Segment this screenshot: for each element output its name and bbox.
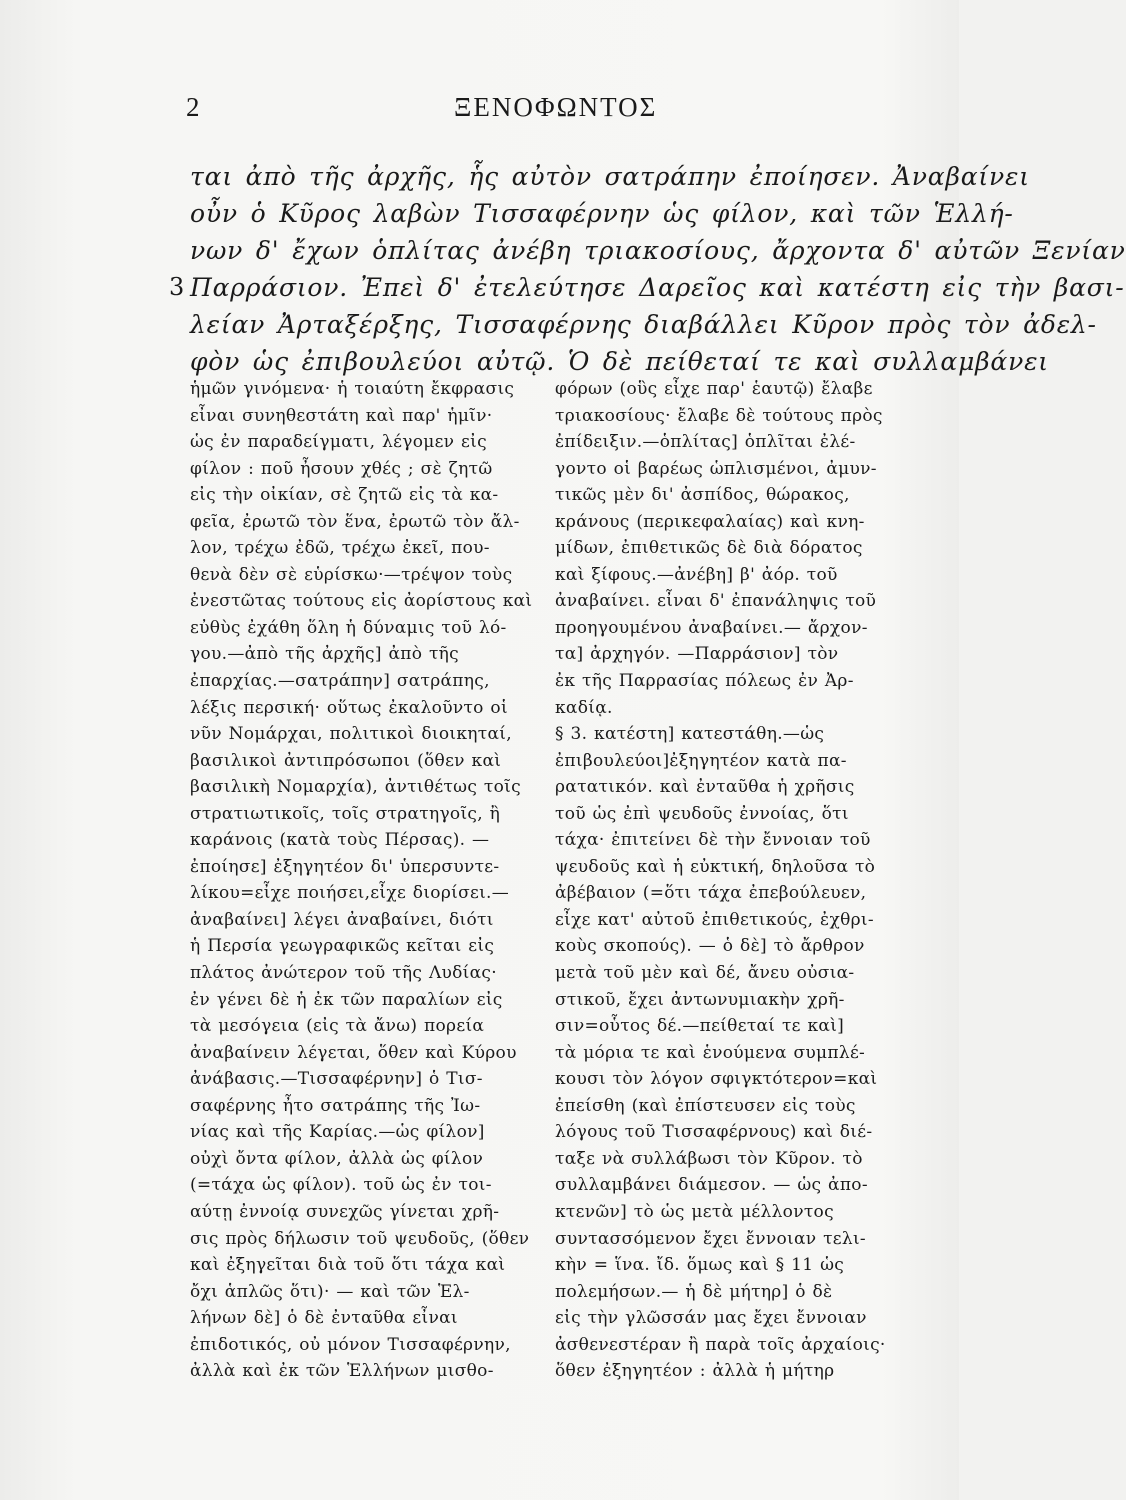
commentary-right-column [555,376,912,1385]
commentary-line: προηγουμένου ἀναβαίνει.— ἄρχον- [555,617,868,638]
commentary-line: θενὰ δὲν σὲ εὑρίσκω·—τρέψον τοὺς [190,564,513,585]
commentary-line: λον, τρέχω ἐδῶ, τρέχω ἐκεῖ, που- [190,538,490,559]
commentary-line: ἡμῶν γινόμενα· ἡ τοιαύτη ἔκφρασις [190,379,515,399]
commentary-line: ρατατικόν. καὶ ἐνταῦθα ἡ χρῆσις [555,777,855,798]
commentary-line: τὰ μόρια τε καὶ ἑνούμενα συμπλέ- [555,1042,866,1063]
section-number: 3 [169,273,186,301]
commentary-line: ἀναβαίνειν λέγεται, ὅθεν καὶ Κύρου [190,1042,517,1063]
commentary-line: πολεμήσων.— ἡ δὲ μήτηρ] ὁ δὲ [555,1281,833,1302]
commentary-line: φίλον : ποῦ ἦσουν χθές ; σὲ ζητῶ [190,458,493,479]
commentary-line: εὐθὺς ἐχάθη ὅλη ἡ δύναμις τοῦ λό- [190,617,507,638]
main-text-line: οὖν ὁ Κῦρος λαβὼν Τισσαφέρνην ὡς φίλον, καὶ τῶν Ἑλλή- [190,199,1014,228]
commentary-line: αύτῃ ἐννοίᾳ συνεχῶς γίνεται χρῆ- [190,1201,500,1222]
commentary-line: ἀβέβαιον (=ὅτι τάχα ἐπεβούλευεν, [555,883,867,904]
commentary-line: ὄχι ἁπλῶς ὅτι)· — καὶ τῶν Ἑλ- [190,1281,470,1302]
commentary-line: ἀνάβασις.—Τισσαφέρνην] ὁ Τισ- [190,1069,483,1090]
main-text-line: λείαν Ἀρταξέρξης, Τισσαφέρνης διαβάλλει Κῦρον πρὸς τὸν ἀδελ- [190,310,1097,339]
commentary-line: σιν=οὗτος δέ.—πείθεταί τε καὶ] [555,1016,845,1037]
main-text-line-content: Παρράσιον. Ἐπεὶ δ' ἐτελεύτησε Δαρεῖος καὶ κατέστη εἰς τὴν βασι- [190,273,1125,302]
main-text-line: φὸν ὡς ἐπιβουλεύοι αὐτῷ. Ὁ δὲ πείθεταί τε καὶ συλλαμβάνει [190,347,1049,376]
commentary-line: κράνους (περικεφαλαίας) καὶ κνη- [555,511,865,532]
commentary-line: ἐπίδειξιν.—ὁπλίτας] ὁπλῖται ἐλέ- [555,432,856,453]
commentary-line: σαφέρνης ἦτο σατράπης τῆς Ἰω- [190,1095,481,1116]
commentary-line: (=τάχα ὡς φίλον). τοῦ ὡς ἐν τοι- [190,1175,492,1196]
commentary-line: εἶναι συνηθεστάτη καὶ παρ' ἡμῖν· [190,405,493,426]
commentary-line: συντασσόμενον ἔχει ἔννοιαν τελι- [555,1228,866,1249]
main-text-line [169,269,1125,306]
commentary-line: βασιλικὴ Νομαρχία), ἀντιθέτως τοῖς [190,777,521,798]
commentary-line: στρατιωτικοῖς, τοῖς στρατηγοῖς, ἢ [190,803,501,824]
commentary-line: ἐποίησε] ἐξηγητέον δι' ὑπερσυντε- [190,856,500,877]
commentary-line: μετὰ τοῦ μὲν καὶ δέ, ἄνευ οὐσια- [555,963,855,984]
commentary-line: τὰ μεσόγεια (εἰς τὰ ἄνω) πορεία [190,1016,485,1037]
commentary-line: τικῶς μὲν δι' ἀσπίδος, θώρακος, [555,485,850,506]
commentary-line: γου.—ἀπὸ τῆς ἀρχῆς] ἀπὸ τῆς [190,644,459,665]
page-number: 2 [186,92,200,122]
commentary-line: ἀσθενεστέραν ἢ παρὰ τοῖς ἀρχαίοις· [555,1334,886,1355]
commentary-line: εἰς τὴν οἰκίαν, σὲ ζητῶ εἰς τὰ κα- [190,485,499,506]
commentary-line: κουσι τὸν λόγον σφιγκτότερον=καὶ [555,1069,878,1090]
commentary-line: ἡ Περσία γεωγραφικῶς κεῖται εἰς [190,936,495,957]
commentary-line: ἐν γένει δὲ ἡ ἐκ τῶν παραλίων εἰς [190,989,503,1010]
commentary-line: τάχα· ἐπιτείνει δὲ τὴν ἔννοιαν τοῦ [555,830,871,851]
commentary-line: ὡς ἐν παραδείγματι, λέγομεν εἰς [190,432,487,453]
page-header [186,92,899,132]
commentary-line: σις πρὸς δήλωσιν τοῦ ψευδοῦς, (ὅθεν [190,1228,530,1249]
commentary-line: λέξις περσική· οὕτως ἐκαλοῦντο οἱ [190,697,508,718]
main-text-line: ται ἀπὸ τῆς ἀρχῆς, ἧς αὐτὸν σατράπην ἐποίησεν. Ἀναβαίνει [190,162,1030,191]
main-text-line: νων δ' ἔχων ὁπλίτας ἀνέβη τριακοσίους, ἄρχοντα δ' αὐτῶν Ξενίαν [190,236,1126,265]
commentary-line: κοὺς σκοπούς). — ὁ δὲ] τὸ ἄρθρον [555,936,865,957]
running-title: ΞΕΝΟΦΩΝΤΟΣ [454,92,658,122]
commentary-line: νῦν Νομάρχαι, πολιτικοὶ διοικηταί, [190,724,512,745]
commentary-line: καδίᾳ. [555,697,613,718]
commentary-line: λήνων δὲ] ὁ δὲ ἐνταῦθα εἶναι [190,1308,458,1329]
commentary-line: πλάτος ἀνώτερον τοῦ τῆς Λυδίας· [190,963,497,984]
commentary-line: ἐκ τῆς Παρρασίας πόλεως ἐν Ἀρ- [555,671,854,692]
commentary-line: ἐνεστῶτας τούτους εἰς ἀορίστους καὶ [190,591,533,612]
commentary-line: καράνοις (κατὰ τοὺς Πέρσας). — [190,830,490,851]
commentary-line: τριακοσίους· ἔλαβε δὲ τούτους πρὸς [555,405,883,426]
commentary-line: καὶ ξίφους.—ἀνέβη] β' ἀόρ. τοῦ [555,564,838,585]
commentary-left-column [190,376,546,1385]
commentary-line: τοῦ ὡς ἐπὶ ψευδοῦς ἐννοίας, ὅτι [555,803,849,824]
commentary-line: κτενῶν] τὸ ὡς μετὰ μέλλοντος [555,1201,834,1222]
commentary-line: συλλαμβάνει διάμεσον. — ὡς ἀπο- [555,1175,868,1196]
commentary-line: νίας καὶ τῆς Καρίας.—ὡς φίλον] [190,1122,485,1143]
commentary-line: γοντο οἱ βαρέως ὡπλισμένοι, ἀμυν- [555,458,877,479]
commentary-line: εἰς τὴν γλῶσσάν μας ἔχει ἔννοιαν [555,1308,867,1329]
commentary-line: ἀλλὰ καὶ ἐκ τῶν Ἑλλήνων μισθο- [190,1361,494,1382]
main-text [169,158,1126,380]
commentary-line: § 3. κατέστη] κατεστάθη.—ὡς [555,724,825,745]
commentary-line: λίκου=εἶχε ποιήσει,εἶχε διορίσει.— [190,883,510,904]
commentary-line: ἀναβαίνει. εἶναι δ' ἐπανάληψις τοῦ [555,591,877,612]
commentary-line: ἀναβαίνει] λέγει ἀναβαίνει, διότι [190,909,494,930]
commentary-line: ταξε νὰ συλλάβωσι τὸν Κῦρον. τὸ [555,1148,863,1169]
commentary [190,376,912,1456]
commentary-line: βασιλικοὶ ἀντιπρόσωποι (ὅθεν καὶ [190,750,502,771]
commentary-line: ψευδοῦς καὶ ἡ εὐκτική, δηλοῦσα τὸ [555,856,876,877]
commentary-line: ἐπαρχίας.—σατράπην] σατράπης, [190,671,490,692]
commentary-line: λόγους τοῦ Τισσαφέρνους) καὶ διέ- [555,1122,873,1143]
commentary-line: ὅθεν ἐξηγητέον : ἀλλὰ ἡ μήτηρ [555,1361,835,1382]
commentary-line: στικοῦ, ἔχει ἀντωνυμιακὴν χρῆ- [555,989,845,1010]
commentary-line: φόρων (οὓς εἶχε παρ' ἑαυτῷ) ἔλαβε [555,379,873,399]
commentary-line: εἶχε κατ' αὐτοῦ ἐπιθετικούς, ἐχθρι- [555,909,874,930]
commentary-line: ἐπείσθη (καὶ ἐπίστευσεν εἰς τοὺς [555,1095,856,1116]
commentary-line: κὴν = ἵνα. ἴδ. ὅμως καὶ § 11 ὡς [555,1255,845,1276]
commentary-line: τα] ἀρχηγόν. —Παρράσιον] τὸν [555,644,839,665]
commentary-line: ἐπιβουλεύοι]ἐξηγητέον κατὰ πα- [555,750,847,771]
commentary-line: μίδων, ἐπιθετικῶς δὲ διὰ δόρατος [555,538,863,559]
commentary-line: φεῖα, ἐρωτῶ τὸν ἕνα, ἐρωτῶ τὸν ἄλ- [190,511,520,532]
commentary-line: οὐχὶ ὄντα φίλον, ἀλλὰ ὡς φίλον [190,1148,484,1169]
commentary-line: καὶ ἐξηγεῖται διὰ τοῦ ὅτι τάχα καὶ [190,1255,506,1276]
commentary-line: ἐπιδοτικός, οὐ μόνον Τισσαφέρνην, [190,1334,511,1355]
